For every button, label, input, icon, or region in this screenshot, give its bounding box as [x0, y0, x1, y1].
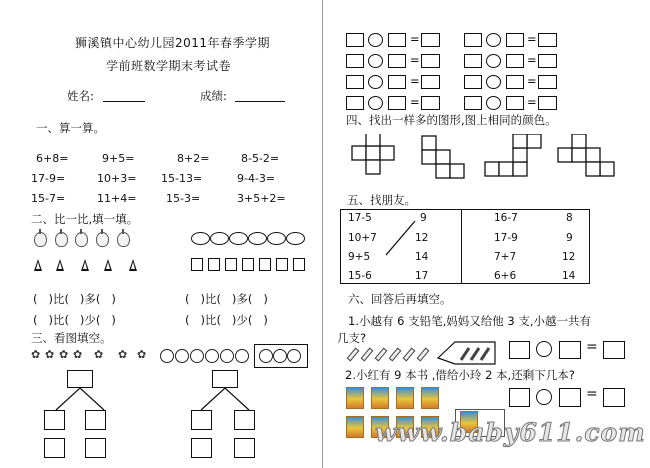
square-shape	[225, 258, 237, 271]
blank-box[interactable]	[346, 75, 364, 89]
square-shape	[293, 258, 305, 271]
flower-icon: ✿	[59, 348, 69, 361]
equals-sign: =	[410, 32, 420, 46]
blank-box[interactable]	[421, 33, 440, 47]
blank-box[interactable]	[421, 75, 440, 89]
blank-circle[interactable]	[368, 33, 383, 47]
book-icon	[371, 387, 389, 409]
name-label: 姓名:	[67, 89, 94, 103]
pencil-icon	[403, 348, 416, 362]
book-icon	[421, 387, 439, 409]
flower-icon: ✿	[137, 348, 147, 361]
blank-box[interactable]	[538, 96, 557, 110]
paren: )	[111, 313, 116, 327]
square-shape	[208, 258, 220, 271]
match-left-expr[interactable]: 10+7	[348, 232, 377, 244]
match-left-expr[interactable]: 17-5	[348, 212, 372, 224]
apple-icon	[273, 349, 287, 363]
net-shape-3	[485, 134, 541, 176]
answer2-result-box[interactable]	[603, 388, 625, 407]
blank-box[interactable]	[538, 54, 557, 68]
pencil-icon	[361, 348, 374, 362]
blank-box[interactable]	[464, 54, 482, 68]
answer1-box-b[interactable]	[559, 341, 581, 359]
flower-icon: ✿	[94, 348, 104, 361]
match-right-num[interactable]: 8	[566, 212, 573, 224]
tree2-left-box1[interactable]	[191, 410, 212, 430]
blank-box[interactable]	[464, 33, 482, 47]
match-left-num[interactable]: 14	[415, 251, 429, 263]
square-shape	[242, 258, 254, 271]
tree1-right-box2[interactable]	[85, 438, 106, 458]
flower-icon: ✿	[73, 348, 83, 361]
match-left-expr[interactable]: 15-6	[348, 270, 372, 282]
eq-r1c2: 9+5=	[102, 152, 135, 165]
compare-text: )比(	[200, 292, 221, 306]
eq-r1c4: 8-5-2=	[241, 152, 280, 165]
pear-icon	[55, 232, 68, 247]
pencil-icon	[417, 348, 430, 362]
match-line	[380, 218, 420, 258]
equals-sign: =	[410, 74, 420, 88]
blank-box[interactable]	[388, 75, 406, 89]
match-right-expr[interactable]: 7+7	[494, 251, 517, 263]
eq-r1c3: 8+2=	[177, 152, 210, 165]
net-shape-4	[558, 134, 614, 176]
blank-circle[interactable]	[368, 75, 383, 89]
oval-shape	[267, 232, 286, 245]
match-right-expr[interactable]: 6+6	[494, 270, 517, 282]
net-shapes[interactable]	[350, 134, 630, 179]
blank-box[interactable]	[538, 75, 557, 89]
apple-icon	[287, 349, 301, 363]
apple-icon	[220, 349, 234, 363]
tree1-right-box1[interactable]	[85, 410, 106, 430]
equals-sign: =	[527, 53, 537, 67]
paren: (	[185, 292, 190, 306]
compare-text: )少(	[231, 313, 253, 327]
triangle-shape	[129, 259, 137, 271]
flower-icon: ✿	[45, 348, 55, 361]
eq-r1c1: 6+8=	[36, 152, 69, 165]
equals-sign: =	[586, 386, 598, 402]
section5-title: 五、找朋友。	[347, 193, 416, 207]
blank-box[interactable]	[506, 75, 524, 89]
tree1-left-box2[interactable]	[44, 438, 65, 458]
square-shape	[276, 258, 288, 271]
eq-r3c2: 11+4=	[97, 192, 137, 205]
eq-r2c1: 17-9=	[31, 172, 66, 185]
tree1-top-box[interactable]	[67, 370, 93, 388]
column-divider	[322, 0, 323, 468]
pear-icon	[75, 232, 88, 247]
blank-box[interactable]	[506, 96, 524, 110]
blank-box[interactable]	[388, 96, 406, 110]
title-line2: 学前班数学期末考试卷	[106, 59, 232, 73]
blank-box[interactable]	[346, 96, 364, 110]
question2: 2.小红有 9 本书 ,借给小玲 2 本,还剩下几本?	[345, 368, 575, 382]
match-table	[340, 209, 590, 284]
compare-text: )多(	[79, 292, 101, 306]
blank-box[interactable]	[421, 96, 440, 110]
flower-icon: ✿	[31, 348, 41, 361]
equals-sign: =	[527, 74, 537, 88]
tree2-top-box[interactable]	[212, 370, 238, 388]
score-label: 成绩:	[200, 89, 227, 103]
book-icon	[396, 387, 414, 409]
pear-icon	[96, 232, 109, 247]
apple-icon	[190, 349, 204, 363]
compare-text: )少(	[79, 313, 101, 327]
apple-icon	[205, 349, 219, 363]
triangle-shape	[81, 259, 89, 271]
pear-icon	[34, 232, 47, 247]
oval-shape	[210, 232, 229, 245]
title-line1: 狮溪镇中心幼儿园2011年春季学期	[75, 36, 271, 50]
eq-r2c4: 9-4-3=	[237, 172, 276, 185]
blank-box[interactable]	[388, 54, 406, 68]
site-watermark: www.baby611.com	[375, 418, 646, 447]
match-left-num[interactable]: 17	[415, 270, 429, 282]
compare-row2-right[interactable]	[185, 312, 268, 328]
match-left-expr[interactable]: 9+5	[348, 251, 371, 263]
equals-sign: =	[527, 32, 537, 46]
paren: (	[185, 313, 190, 327]
apple-icon	[160, 349, 174, 363]
match-right-expr[interactable]: 17-9	[494, 232, 518, 244]
answer2-box-a[interactable]	[509, 388, 530, 407]
pencil-icon	[375, 348, 388, 362]
oval-shape	[191, 232, 210, 245]
blank-box[interactable]	[421, 54, 440, 68]
pencil-icon	[389, 348, 402, 362]
answer2-operator-circle[interactable]	[536, 389, 552, 405]
paren: (	[33, 313, 38, 327]
section6-title: 六、回答后再填空。	[348, 292, 452, 306]
equals-sign: =	[410, 95, 420, 109]
apple-icon	[259, 349, 273, 363]
match-right-num[interactable]: 14	[562, 270, 576, 282]
paren: )	[263, 292, 268, 306]
paren: (	[33, 292, 38, 306]
compare-row1-left[interactable]	[33, 291, 116, 307]
blank-box[interactable]	[464, 96, 482, 110]
triangle-shape	[56, 259, 64, 271]
blank-box[interactable]	[388, 33, 406, 47]
answer1-operator-circle[interactable]	[536, 341, 552, 357]
compare-row2-left[interactable]	[33, 312, 116, 328]
apple-group-box	[254, 344, 308, 368]
match-right-expr[interactable]: 16-7	[494, 212, 518, 224]
oval-shape	[286, 232, 305, 245]
answer1-result-box[interactable]	[603, 341, 625, 359]
blank-circle[interactable]	[486, 33, 501, 47]
blank-box[interactable]	[538, 33, 557, 47]
compare-text: )比(	[200, 313, 221, 327]
blank-circle[interactable]	[486, 54, 501, 68]
paren: )	[263, 313, 268, 327]
oval-shape	[229, 232, 248, 245]
blank-box[interactable]	[464, 75, 482, 89]
net-shape-2	[422, 136, 464, 178]
net-shape-1	[352, 134, 394, 174]
question1-line2: 几支?	[337, 331, 367, 345]
pencil-group-bracket	[435, 340, 497, 366]
compare-text: )比(	[48, 313, 69, 327]
apple-icon	[175, 349, 189, 363]
question1-line1: 1.小越有 6 支铅笔,妈妈又给他 3 支,小越一共有	[348, 314, 592, 328]
eq-r3c1: 15-7=	[31, 192, 66, 205]
equals-sign: =	[527, 95, 537, 109]
tree2-right-box2[interactable]	[234, 438, 255, 458]
blank-circle[interactable]	[368, 54, 383, 68]
match-right-num[interactable]: 9	[566, 232, 573, 244]
blank-box[interactable]	[346, 33, 364, 47]
flower-icon: ✿	[118, 348, 128, 361]
section1-title: 一、算一算。	[36, 121, 105, 135]
equals-sign: =	[586, 339, 598, 355]
pencil-icon	[347, 348, 360, 362]
section4-title: 四、找出一样多的图形,图上相同的颜色。	[346, 113, 557, 127]
answer1-box-a[interactable]	[509, 341, 530, 359]
name-blank[interactable]	[103, 101, 145, 102]
tree1-left-box1[interactable]	[44, 410, 65, 430]
triangle-shape	[34, 259, 42, 271]
eq-r3c4: 3+5+2=	[237, 192, 286, 205]
section2-title: 二、比一比,填一填。	[31, 212, 139, 226]
blank-box[interactable]	[506, 54, 524, 68]
book-icon	[346, 416, 364, 438]
oval-shape	[248, 232, 267, 245]
section3-title: 三、看图填空。	[31, 331, 112, 345]
pear-icon	[117, 232, 130, 247]
compare-row1-right[interactable]	[185, 291, 268, 307]
square-shape	[259, 258, 271, 271]
match-left-num[interactable]: 9	[420, 212, 427, 224]
tree2-right-box1[interactable]	[234, 410, 255, 430]
answer2-box-b[interactable]	[559, 388, 581, 407]
eq-r3c3: 15-3=	[166, 192, 201, 205]
eq-r2c2: 10+3=	[97, 172, 137, 185]
paren: )	[111, 292, 116, 306]
compare-text: )多(	[231, 292, 253, 306]
match-left-num[interactable]: 12	[415, 232, 429, 244]
match-right-num[interactable]: 12	[562, 251, 576, 263]
tree2-left-box2[interactable]	[191, 438, 212, 458]
compare-text: )比(	[48, 292, 69, 306]
blank-circle[interactable]	[486, 96, 501, 110]
score-blank[interactable]	[235, 101, 285, 102]
triangle-shape	[104, 259, 112, 271]
blank-circle[interactable]	[486, 75, 501, 89]
blank-circle[interactable]	[368, 96, 383, 110]
blank-box[interactable]	[346, 54, 364, 68]
eq-r2c3: 15-13=	[161, 172, 203, 185]
book-icon	[346, 387, 364, 409]
apple-icon	[235, 349, 249, 363]
square-shape	[191, 258, 203, 271]
match-table-divider	[461, 209, 462, 284]
blank-box[interactable]	[506, 33, 524, 47]
equals-sign: =	[410, 53, 420, 67]
